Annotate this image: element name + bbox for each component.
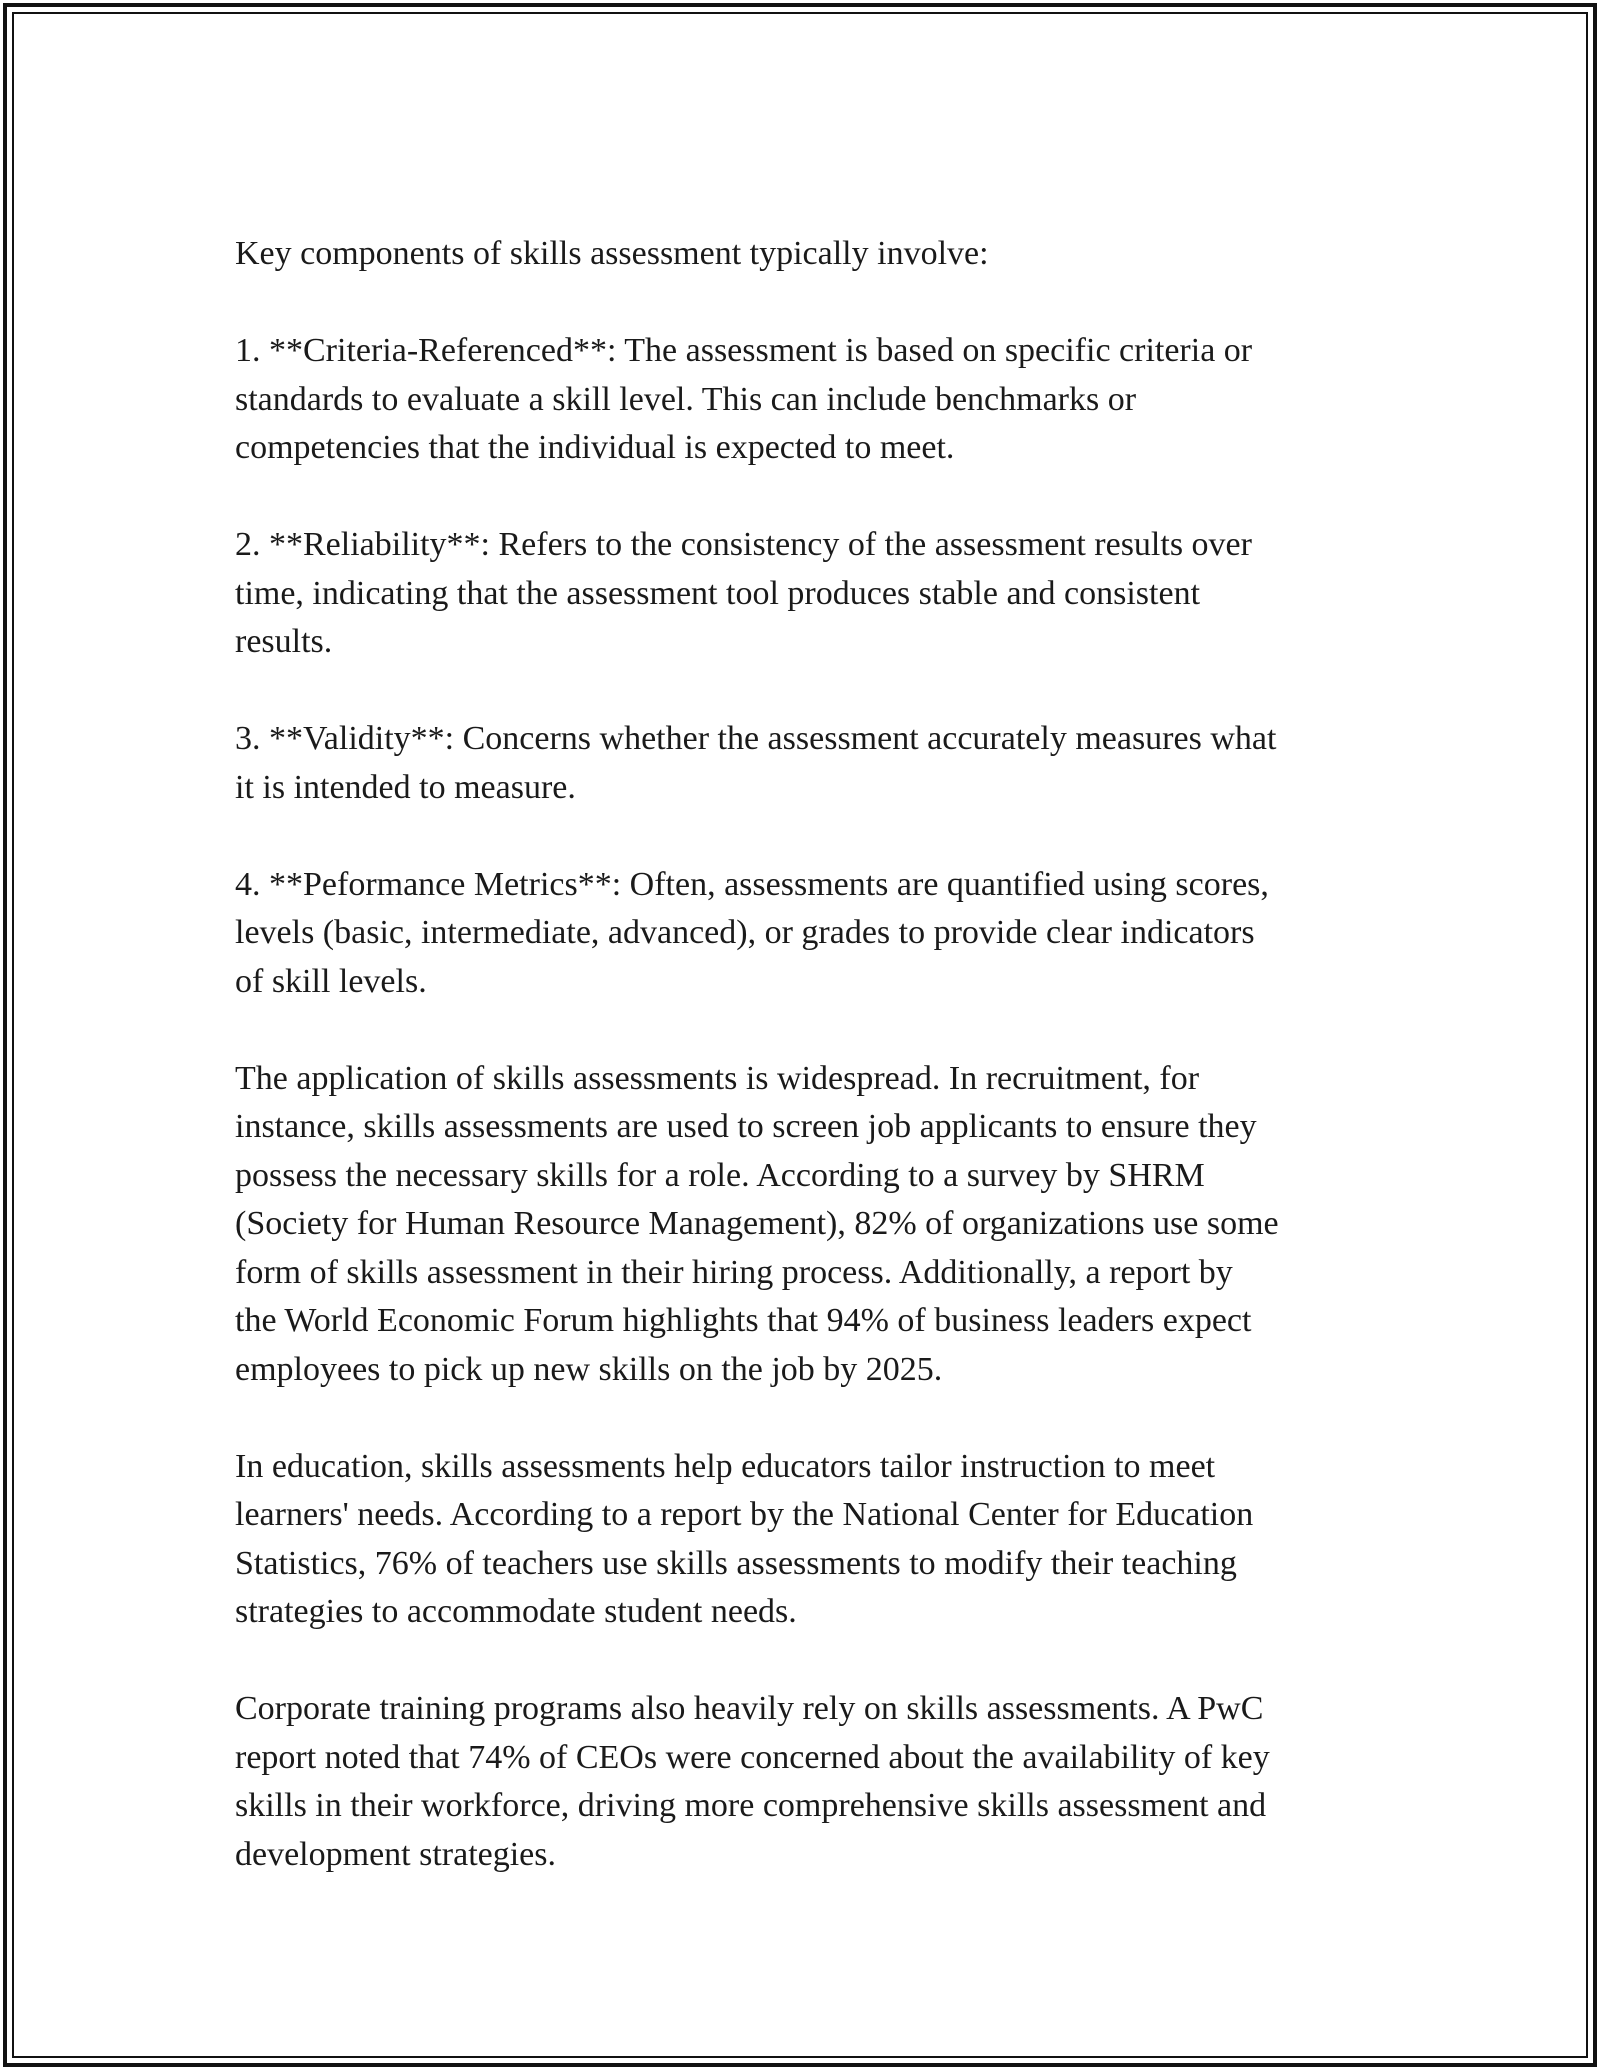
- document-body: [235, 230, 1375, 1928]
- corporate-training-paragraph: Corporate training programs also heavily rely on skills assessments. A PwC report noted that 74% of CEOs were concerned about the availability of key skills in their workforce, driving more comprehensive skills assessment and development strategies.: [235, 1690, 1270, 1873]
- list-item-reliability: 2. **Reliability**: Refers to the consistency of the assessment results over time, indicating that the assessment tool produces stable and consistent results.: [235, 526, 1252, 660]
- list-item-performance-metrics: 4. **Peformance Metrics**: Often, assessments are quantified using scores, levels (basic, intermediate, advanced), or grades to provide clear indicators of skill levels.: [235, 865, 1269, 1000]
- recruitment-paragraph: The application of skills assessments is widespread. In recruitment, for instance, skills assessments are used to screen job applicants to ensure they possess the necessary skills for a role. According to a survey by SHRM (Society for Human Resource Management), 82% of organizations use some form of skills assessment in their hiring process. Additionally, a report by the World Economic Forum highlights that 94% of business leaders expect employees to pick up new skills on the job by 2025.: [235, 1059, 1279, 1388]
- intro-paragraph: Key components of skills assessment typically involve:: [235, 235, 989, 272]
- education-paragraph: In education, skills assessments help educators tailor instruction to meet learners' needs. According to a report by the National Center for Education Statistics, 76% of teachers use skills assessments to modify their teaching strategies to accommodate student needs.: [235, 1447, 1254, 1630]
- list-item-criteria-referenced: 1. **Criteria-Referenced**: The assessment is based on specific criteria or standards to evaluate a skill level. This can include benchmarks or competencies that the individual is expected to meet.: [235, 332, 1253, 466]
- list-item-validity: 3. **Validity**: Concerns whether the assessment accurately measures what it is intended to measure.: [235, 720, 1277, 806]
